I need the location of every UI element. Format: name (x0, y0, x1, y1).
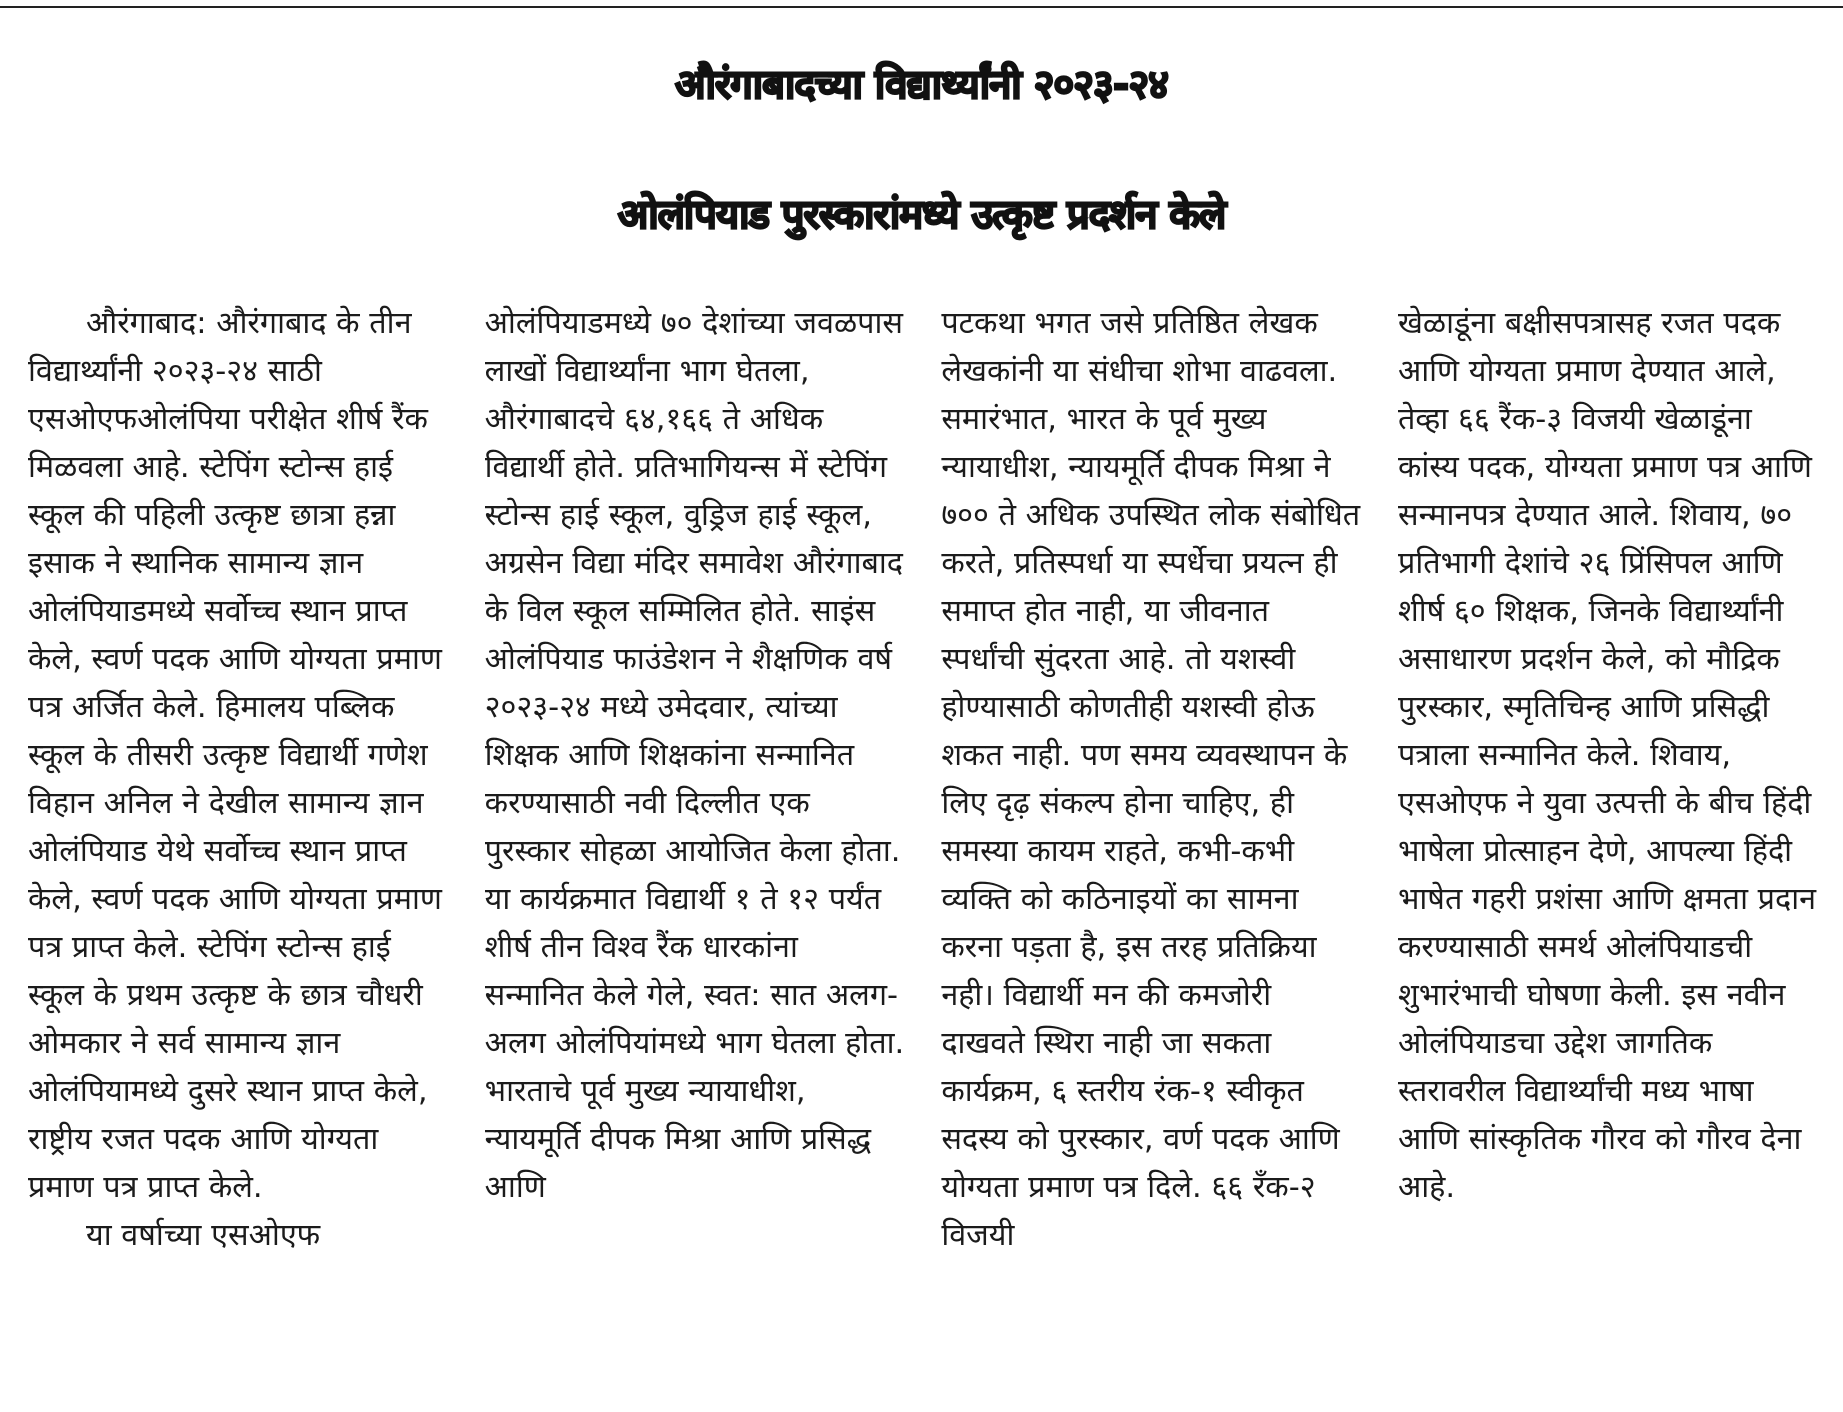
column-1 (28, 300, 448, 1405)
paragraph: पटकथा भगत जसे प्रतिष्ठित लेखक लेखकांनी या संधीचा शोभा वाढवला. समारंभात, भारत के पूर्व मुख्य न्यायाधीश, न्यायमूर्ति दीपक मिश्रा ने ७०० ते अधिक उपस्थित लोक संबोधित करते, प्रतिस्पर्धा या स्पर्धेचा प्रयत्न ही समाप्त होत नाही, या जीवनात स्पर्धांची सुंदरता आहे. तो यशस्वी होण्यासाठी कोणतीही यशस्वी होऊ शकत नाही. पण समय व्यवस्थापन के लिए दृढ़ संकल्प होना चाहिए, ही समस्या कायम राहते, कभी-कभी व्यक्ति को कठिनाइयों का सामना करना पड़ता है, इस तरह प्रतिक्रिया नही। विद्यार्थी मन की कमजोरी दाखवते स्थिरा नाही जा सकता कार्यक्रम, ६ स्तरीय रंक-१ स्वीकृत सदस्य को पुरस्कार, वर्ण पदक आणि योग्यता प्रमाण पत्र दिले. ६६ रँक-२ विजयी (941, 306, 1361, 1253)
headline-line-2: ओलंपियाड पुरस्कारांमध्ये उत्कृष्ट प्रदर्शन केले (617, 192, 1226, 238)
top-rule (0, 6, 1843, 8)
paragraph: औरंगाबाद: औरंगाबाद के तीन विद्यार्थ्यांनी २०२३-२४ साठी एसओएफओलंपिया परीक्षेत शीर्ष रैंक मिळवला आहे. स्टेपिंग स्टोन्स हाई स्कूल की पहिली उत्कृष्ट छात्रा हन्ना इसाक ने स्थानिक सामान्य ज्ञान ओलंपियाडमध्ये सर्वोच्च स्थान प्राप्त केले, स्वर्ण पदक आणि योग्यता प्रमाण पत्र अर्जित केले. हिमालय पब्लिक स्कूल के तीसरी उत्कृष्ट विद्यार्थी गणेश विहान अनिल ने देखील सामान्य ज्ञान ओलंपियाड येथे सर्वोच्च स्थान प्राप्त केले, स्वर्ण पदक आणि योग्यता प्रमाण पत्र प्राप्त केले. स्टेपिंग स्टोन्स हाई स्कूल के प्रथम उत्कृष्ट के छात्र चौधरी ओमकार ने सर्व सामान्य ज्ञान ओलंपियामध्ये दुसरे स्थान प्राप्त केले, राष्ट्रीय रजत पदक आणि योग्यता प्रमाण पत्र प्राप्त केले. (28, 306, 442, 1205)
article-body (28, 300, 1818, 1405)
paragraph: या वर्षाच्या एसओएफ (86, 1218, 321, 1253)
column-4 (1398, 300, 1818, 1405)
paragraph: ओलंपियाडमध्ये ७० देशांच्या जवळपास लाखों विद्यार्थ्यांना भाग घेतला, औरंगाबादचे ६४,१६६ ते अधिक विद्यार्थी होते. प्रतिभागियन्स में स्टेपिंग स्टोन्स हाई स्कूल, वुड्रिज हाई स्कूल, अग्रसेन विद्या मंदिर समावेश औरंगाबाद के विल स्कूल सम्मिलित होते. साइंस ओलंपियाड फाउंडेशन ने शैक्षणिक वर्ष २०२३-२४ मध्ये उमेदवार, त्यांच्या शिक्षक आणि शिक्षकांना सन्मानित करण्यासाठी नवी दिल्लीत एक पुरस्कार सोहळा आयोजित केला होता. या कार्यक्रमात विद्यार्थी १ ते १२ पर्यंत शीर्ष तीन विश्व रैंक धारकांना सन्मानित केले गेले, स्वत: सात अलग-अलग ओलंपियांमध्ये भाग घेतला होता. भारताचे पूर्व मुख्य न्यायाधीश, न्यायमूर्ति दीपक मिश्रा आणि प्रसिद्ध आणि (484, 306, 905, 1205)
headline (20, 20, 1823, 280)
column-3 (941, 300, 1361, 1405)
column-2 (485, 300, 905, 1405)
headline-line-1: औरंगाबादच्या विद्यार्थ्यांनी २०२३-२४ (675, 62, 1168, 108)
paragraph: खेळाडूंना बक्षीसपत्रासह रजत पदक आणि योग्यता प्रमाण देण्यात आले, तेव्हा ६६ रैंक-३ विजयी खेळाडूंना कांस्य पदक, योग्यता प्रमाण पत्र आणि सन्मानपत्र देण्यात आले. शिवाय, ७० प्रतिभागी देशांचे २६ प्रिंसिपल आणि शीर्ष ६० शिक्षक, जिनके विद्यार्थ्यांनी असाधारण प्रदर्शन केले, को मौद्रिक पुरस्कार, स्मृतिचिन्ह आणि प्रसिद्धी पत्राला सन्मानित केले. शिवाय, एसओएफ ने युवा उत्पत्ती के बीच हिंदी भाषेला प्रोत्साहन देणे, आपल्या हिंदी भाषेत गहरी प्रशंसा आणि क्षमता प्रदान करण्यासाठी समर्थ ओलंपियाडची शुभारंभाची घोषणा केली. इस नवीन ओलंपियाडचा उद्देश जागतिक स्तरावरील विद्यार्थ्यांची मध्य भाषा आणि सांस्कृतिक गौरव को गौरव देना आहे. (1397, 306, 1817, 1205)
